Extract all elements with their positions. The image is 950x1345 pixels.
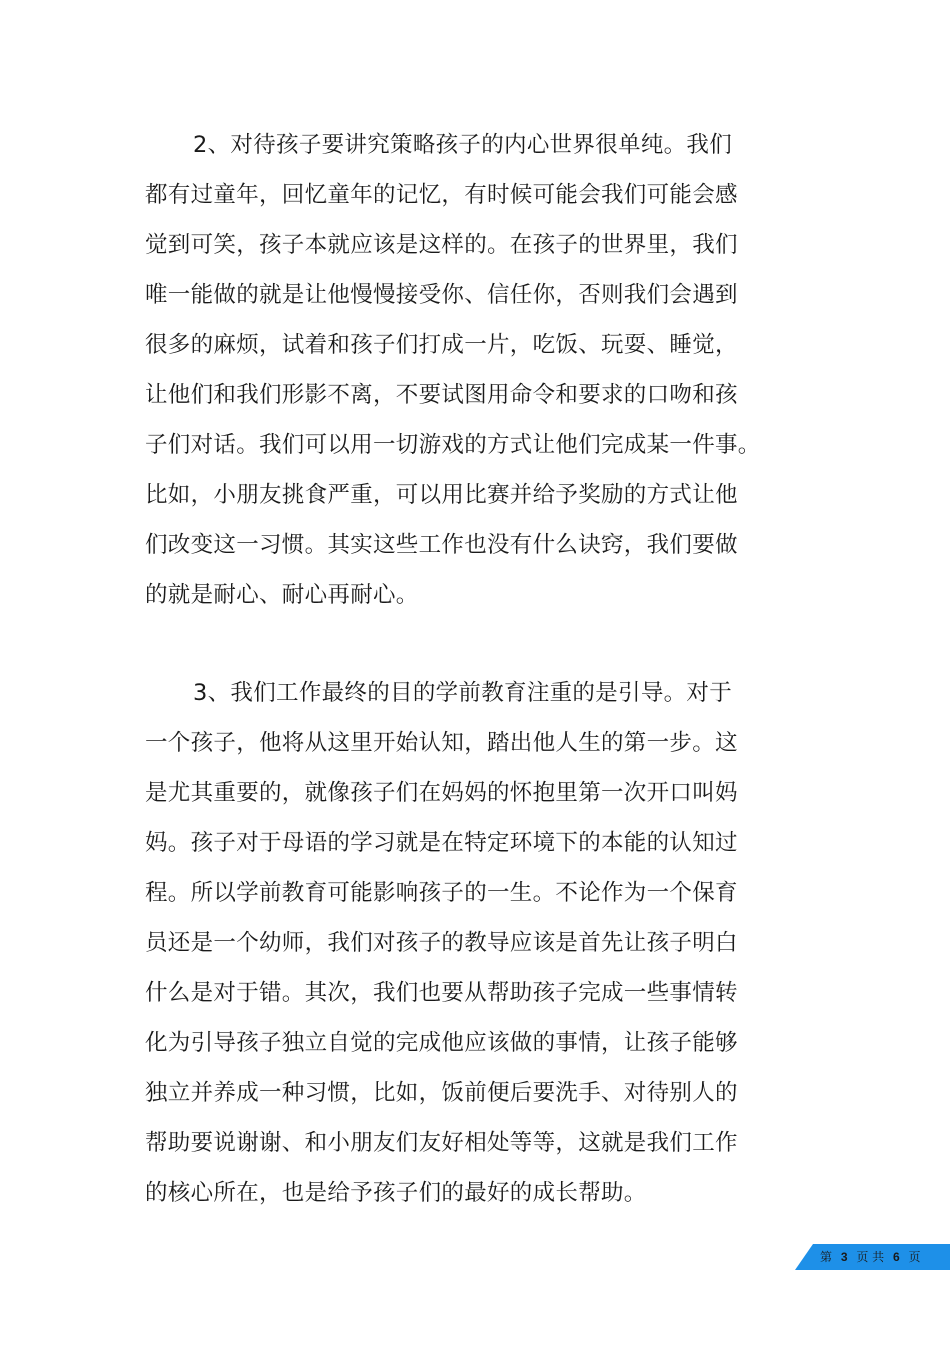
paragraph-line: 独立并养成一种习惯，比如，饭前便后要洗手、对待别人的: [145, 1080, 738, 1106]
paragraph-line: 一个孩子，他将从这里开始认知，踏出他人生的第一步。这: [145, 730, 738, 756]
page-middle: 页 共: [856, 1250, 885, 1264]
paragraph-line: 3、我们工作最终的目的学前教育注重的是引导。对于: [193, 680, 733, 706]
current-page-number: 3: [840, 1250, 848, 1264]
paragraph-line: 比如，小朋友挑食严重，可以用比赛并给予奖励的方式让他: [145, 482, 738, 508]
paragraph-line: 们改变这一习惯。其实这些工作也没有什么诀窍，我们要做: [145, 532, 738, 558]
paragraph-line: 觉到可笑，孩子本就应该是这样的。在孩子的世界里，我们: [145, 232, 738, 258]
total-pages-number: 6: [893, 1250, 900, 1264]
page-suffix: 页: [908, 1250, 921, 1264]
page-prefix: 第: [820, 1250, 833, 1264]
paragraph-line: 是尤其重要的，就像孩子们在妈妈的怀抱里第一次开口叫妈: [145, 780, 738, 806]
paragraph-line: 子们对话。我们可以用一切游戏的方式让他们完成某一件事。: [145, 432, 761, 458]
paragraph-line: 化为引导孩子独立自觉的完成他应该做的事情，让孩子能够: [145, 1030, 738, 1056]
paragraph-line: 员还是一个幼师，我们对孩子的教导应该是首先让孩子明白: [145, 930, 738, 956]
paragraph-line: 的核心所在，也是给予孩子们的最好的成长帮助。: [145, 1180, 647, 1206]
paragraph-line: 唯一能做的就是让他慢慢接受你、信任你，否则我们会遇到: [145, 282, 738, 308]
paragraph-line: 妈。孩子对于母语的学习就是在特定环境下的本能的认知过: [145, 830, 738, 856]
page-number-text: [820, 1244, 926, 1270]
paragraph-line: 什么是对于错。其次，我们也要从帮助孩子完成一些事情转: [145, 980, 738, 1006]
paragraph-line: 很多的麻烦，试着和孩子们打成一片，吃饭、玩耍、睡觉，: [145, 332, 738, 358]
paragraph-line: 都有过童年，回忆童年的记忆，有时候可能会我们可能会感: [145, 182, 738, 208]
paragraph-line: 2、对待孩子要讲究策略孩子的内心世界很单纯。我们: [193, 132, 733, 158]
paragraph-3: [145, 668, 765, 1218]
paragraph-line: 程。所以学前教育可能影响孩子的一生。不论作为一个保育: [145, 880, 738, 906]
paragraph-line: 的就是耐心、耐心再耐心。: [145, 582, 419, 608]
paragraph-line: 让他们和我们形影不离，不要试图用命令和要求的口吻和孩: [145, 382, 738, 408]
paragraph-line: 帮助要说谢谢、和小朋友们友好相处等等，这就是我们工作: [145, 1130, 738, 1156]
paragraph-2: [145, 120, 765, 620]
